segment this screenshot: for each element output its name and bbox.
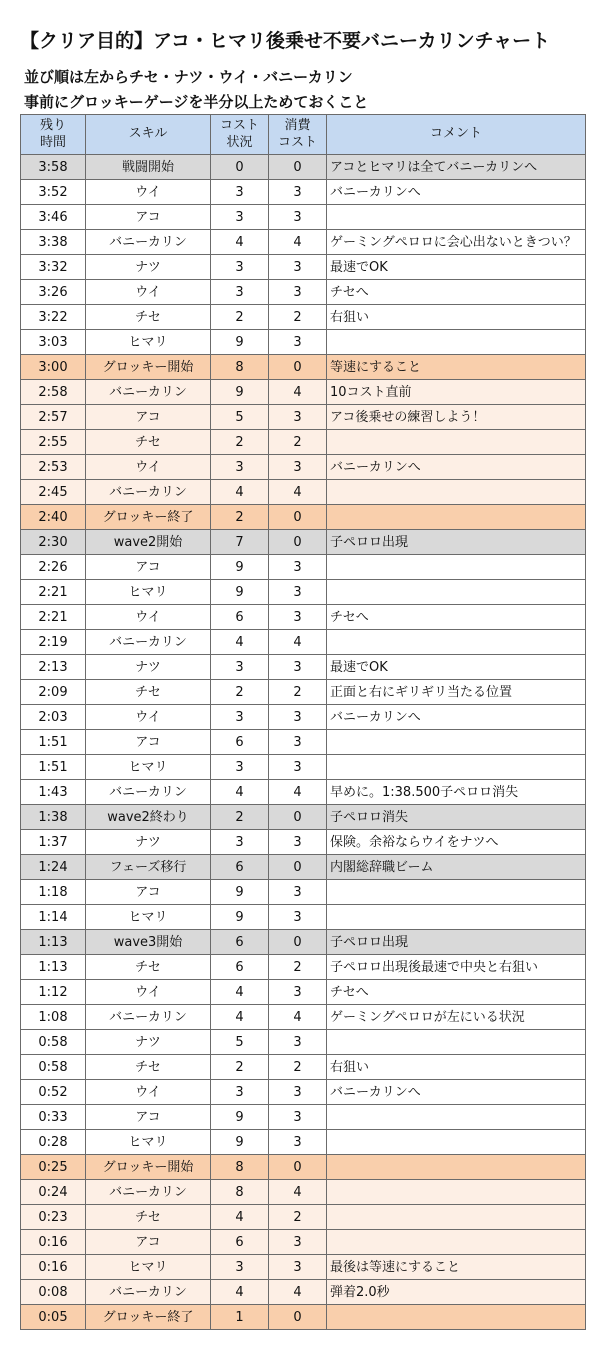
cell-comment: 内閣総辞職ビーム xyxy=(327,855,586,880)
cell-cost: 2 xyxy=(211,805,269,830)
cell-cost: 4 xyxy=(211,230,269,255)
table-row xyxy=(21,330,586,355)
cell-cost: 4 xyxy=(211,980,269,1005)
cell-skill: アコ xyxy=(86,1230,211,1255)
table-row xyxy=(21,1180,586,1205)
cell-time: 2:58 xyxy=(21,380,86,405)
cell-time: 2:21 xyxy=(21,580,86,605)
cell-comment xyxy=(327,1180,586,1205)
cell-consume: 0 xyxy=(269,1155,327,1180)
cell-consume: 3 xyxy=(269,755,327,780)
header-consume xyxy=(269,115,327,155)
cell-time: 0:25 xyxy=(21,1155,86,1180)
cell-consume: 4 xyxy=(269,1180,327,1205)
cell-cost: 3 xyxy=(211,1080,269,1105)
table-row xyxy=(21,405,586,430)
cell-consume: 3 xyxy=(269,1105,327,1130)
cell-time: 0:05 xyxy=(21,1305,86,1330)
cell-cost: 3 xyxy=(211,830,269,855)
cell-consume: 0 xyxy=(269,155,327,180)
cell-comment: 子ペロロ出現後最速で中央と右狙い xyxy=(327,955,586,980)
cell-comment: チセへ xyxy=(327,280,586,305)
cell-consume: 4 xyxy=(269,480,327,505)
cell-comment xyxy=(327,730,586,755)
cell-consume: 4 xyxy=(269,780,327,805)
cell-consume: 0 xyxy=(269,930,327,955)
cell-time: 1:13 xyxy=(21,930,86,955)
cell-time: 2:55 xyxy=(21,430,86,455)
header-cost-line2: 状況 xyxy=(226,134,253,150)
cell-comment xyxy=(327,755,586,780)
cell-skill: バニーカリン xyxy=(86,1005,211,1030)
cell-consume: 3 xyxy=(269,205,327,230)
cell-time: 2:57 xyxy=(21,405,86,430)
table-row xyxy=(21,555,586,580)
cell-skill: wave3開始 xyxy=(86,930,211,955)
cell-consume: 3 xyxy=(269,730,327,755)
cell-cost: 7 xyxy=(211,530,269,555)
table-row xyxy=(21,455,586,480)
cell-cost: 9 xyxy=(211,1105,269,1130)
table-row xyxy=(21,1205,586,1230)
table-row xyxy=(21,830,586,855)
cell-time: 0:24 xyxy=(21,1180,86,1205)
cell-time: 3:22 xyxy=(21,305,86,330)
cell-skill: バニーカリン xyxy=(86,230,211,255)
cell-skill: ウイ xyxy=(86,180,211,205)
cell-time: 2:09 xyxy=(21,680,86,705)
cell-consume: 4 xyxy=(269,1280,327,1305)
cell-cost: 9 xyxy=(211,380,269,405)
cell-cost: 9 xyxy=(211,330,269,355)
cell-cost: 9 xyxy=(211,1130,269,1155)
cell-skill: ウイ xyxy=(86,705,211,730)
cell-comment: 最速でOK xyxy=(327,655,586,680)
cell-comment: チセへ xyxy=(327,980,586,1005)
cell-skill: グロッキー開始 xyxy=(86,355,211,380)
cell-skill: wave2開始 xyxy=(86,530,211,555)
cell-skill: バニーカリン xyxy=(86,1180,211,1205)
cell-comment: 右狙い xyxy=(327,1055,586,1080)
header-time xyxy=(21,115,86,155)
table-row xyxy=(21,505,586,530)
cell-time: 3:38 xyxy=(21,230,86,255)
cell-comment: ゲーミングペロロに会心出ないときつい？ xyxy=(327,230,586,255)
cell-comment: バニーカリンへ xyxy=(327,1080,586,1105)
cell-skill: グロッキー終了 xyxy=(86,1305,211,1330)
cell-consume: 3 xyxy=(269,880,327,905)
cell-comment: 等速にすること xyxy=(327,355,586,380)
cell-consume: 2 xyxy=(269,305,327,330)
table-row xyxy=(21,1080,586,1105)
cell-skill: バニーカリン xyxy=(86,480,211,505)
page-title: 【クリア目的】アコ・ヒマリ後乗せ不要バニーカリンチャート xyxy=(20,30,551,52)
cell-consume: 3 xyxy=(269,905,327,930)
subtitle-order: 並び順は左からチセ・ナツ・ウイ・バニーカリン xyxy=(24,68,353,86)
cell-comment: 最後は等速にすること xyxy=(327,1255,586,1280)
cell-cost: 3 xyxy=(211,280,269,305)
cell-consume: 3 xyxy=(269,330,327,355)
table-row xyxy=(21,1130,586,1155)
table-row xyxy=(21,930,586,955)
cell-skill: ウイ xyxy=(86,980,211,1005)
cell-cost: 9 xyxy=(211,555,269,580)
header-cost-line1: コスト xyxy=(219,118,259,134)
cell-skill: チセ xyxy=(86,1055,211,1080)
cell-cost: 4 xyxy=(211,480,269,505)
cell-comment xyxy=(327,630,586,655)
cell-skill: ウイ xyxy=(86,605,211,630)
cell-skill: フェーズ移行 xyxy=(86,855,211,880)
cell-skill: グロッキー終了 xyxy=(86,505,211,530)
cell-skill: ヒマリ xyxy=(86,755,211,780)
header-comment: コメント xyxy=(327,115,586,155)
cell-cost: 1 xyxy=(211,1305,269,1330)
cell-skill: バニーカリン xyxy=(86,1280,211,1305)
cell-comment: 子ペロロ出現 xyxy=(327,530,586,555)
cell-skill: ヒマリ xyxy=(86,905,211,930)
table-row xyxy=(21,1305,586,1330)
cell-time: 1:12 xyxy=(21,980,86,1005)
cell-skill: チセ xyxy=(86,305,211,330)
cell-skill: チセ xyxy=(86,430,211,455)
cell-skill: ナツ xyxy=(86,1030,211,1055)
cell-cost: 6 xyxy=(211,855,269,880)
cell-comment xyxy=(327,1205,586,1230)
cell-time: 3:52 xyxy=(21,180,86,205)
cell-time: 2:45 xyxy=(21,480,86,505)
cell-time: 2:19 xyxy=(21,630,86,655)
header-skill: スキル xyxy=(86,115,211,155)
cell-comment xyxy=(327,205,586,230)
cell-time: 0:23 xyxy=(21,1205,86,1230)
cell-cost: 8 xyxy=(211,1155,269,1180)
cell-consume: 3 xyxy=(269,830,327,855)
cell-consume: 3 xyxy=(269,280,327,305)
cell-cost: 4 xyxy=(211,1280,269,1305)
table-row xyxy=(21,1255,586,1280)
cell-cost: 3 xyxy=(211,705,269,730)
cell-comment xyxy=(327,555,586,580)
cell-cost: 4 xyxy=(211,780,269,805)
cell-time: 3:58 xyxy=(21,155,86,180)
cell-cost: 3 xyxy=(211,455,269,480)
cell-time: 0:16 xyxy=(21,1255,86,1280)
cell-cost: 8 xyxy=(211,355,269,380)
cell-consume: 3 xyxy=(269,655,327,680)
cell-comment xyxy=(327,905,586,930)
table-row xyxy=(21,605,586,630)
cell-time: 1:08 xyxy=(21,1005,86,1030)
cell-time: 0:58 xyxy=(21,1030,86,1055)
cell-consume: 2 xyxy=(269,955,327,980)
cell-time: 2:53 xyxy=(21,455,86,480)
table-row xyxy=(21,1230,586,1255)
cell-comment: チセへ xyxy=(327,605,586,630)
table-row xyxy=(21,630,586,655)
table-row xyxy=(21,755,586,780)
table-row xyxy=(21,780,586,805)
header-consume-line2: コスト xyxy=(277,134,317,150)
cell-cost: 2 xyxy=(211,430,269,455)
cell-comment xyxy=(327,1230,586,1255)
table-row xyxy=(21,480,586,505)
cell-skill: ヒマリ xyxy=(86,580,211,605)
cell-cost: 3 xyxy=(211,655,269,680)
cell-consume: 2 xyxy=(269,430,327,455)
cell-time: 0:16 xyxy=(21,1230,86,1255)
cell-skill: 戦闘開始 xyxy=(86,155,211,180)
table-row xyxy=(21,155,586,180)
table-row xyxy=(21,180,586,205)
cell-time: 1:51 xyxy=(21,755,86,780)
table-row xyxy=(21,230,586,255)
cell-time: 2:30 xyxy=(21,530,86,555)
cell-consume: 4 xyxy=(269,380,327,405)
cell-time: 2:40 xyxy=(21,505,86,530)
cell-consume: 3 xyxy=(269,605,327,630)
table-row xyxy=(21,380,586,405)
table-row xyxy=(21,530,586,555)
cell-skill: グロッキー開始 xyxy=(86,1155,211,1180)
table-row xyxy=(21,430,586,455)
cell-time: 3:03 xyxy=(21,330,86,355)
cell-skill: チセ xyxy=(86,1205,211,1230)
cell-comment: 子ペロロ消失 xyxy=(327,805,586,830)
cell-skill: wave2終わり xyxy=(86,805,211,830)
cell-comment: 早めに。1:38.500子ペロロ消失 xyxy=(327,780,586,805)
table-row xyxy=(21,705,586,730)
cell-time: 1:13 xyxy=(21,955,86,980)
cell-consume: 4 xyxy=(269,1005,327,1030)
cell-consume: 3 xyxy=(269,705,327,730)
table-row xyxy=(21,805,586,830)
cell-comment: 弾着2.0秒 xyxy=(327,1280,586,1305)
cell-cost: 9 xyxy=(211,880,269,905)
cell-cost: 5 xyxy=(211,1030,269,1055)
cell-time: 1:24 xyxy=(21,855,86,880)
cell-comment: バニーカリンへ xyxy=(327,705,586,730)
cell-skill: ヒマリ xyxy=(86,330,211,355)
cell-consume: 3 xyxy=(269,255,327,280)
cell-consume: 0 xyxy=(269,505,327,530)
cell-skill: ウイ xyxy=(86,455,211,480)
cell-cost: 2 xyxy=(211,1055,269,1080)
cell-skill: アコ xyxy=(86,730,211,755)
cell-cost: 6 xyxy=(211,955,269,980)
cell-consume: 3 xyxy=(269,405,327,430)
cell-cost: 4 xyxy=(211,630,269,655)
cell-cost: 2 xyxy=(211,680,269,705)
cell-consume: 3 xyxy=(269,455,327,480)
cell-consume: 0 xyxy=(269,1305,327,1330)
cell-consume: 4 xyxy=(269,230,327,255)
cell-time: 1:37 xyxy=(21,830,86,855)
header-time-line1: 残り xyxy=(39,118,66,134)
cell-skill: ナツ xyxy=(86,255,211,280)
cell-consume: 3 xyxy=(269,1080,327,1105)
table-row xyxy=(21,1055,586,1080)
table-row xyxy=(21,1105,586,1130)
cell-time: 2:26 xyxy=(21,555,86,580)
table-row xyxy=(21,1030,586,1055)
cell-time: 0:52 xyxy=(21,1080,86,1105)
cell-comment xyxy=(327,480,586,505)
cell-comment: 子ペロロ出現 xyxy=(327,930,586,955)
cell-consume: 3 xyxy=(269,980,327,1005)
cell-skill: ウイ xyxy=(86,1080,211,1105)
cell-comment: 保険。余裕ならウイをナツへ xyxy=(327,830,586,855)
cell-skill: ナツ xyxy=(86,830,211,855)
cell-consume: 3 xyxy=(269,555,327,580)
table-row xyxy=(21,580,586,605)
cell-time: 3:32 xyxy=(21,255,86,280)
cell-cost: 5 xyxy=(211,405,269,430)
cell-consume: 2 xyxy=(269,680,327,705)
table-row xyxy=(21,1005,586,1030)
cell-cost: 4 xyxy=(211,1205,269,1230)
cell-skill: アコ xyxy=(86,405,211,430)
cell-time: 1:14 xyxy=(21,905,86,930)
table-row xyxy=(21,255,586,280)
cell-skill: バニーカリン xyxy=(86,630,211,655)
cell-skill: ナツ xyxy=(86,655,211,680)
cell-cost: 2 xyxy=(211,505,269,530)
table-row xyxy=(21,855,586,880)
cell-cost: 3 xyxy=(211,180,269,205)
cell-cost: 2 xyxy=(211,305,269,330)
table-row xyxy=(21,655,586,680)
header-cost xyxy=(211,115,269,155)
table-row xyxy=(21,955,586,980)
cell-cost: 9 xyxy=(211,905,269,930)
cell-skill: アコ xyxy=(86,880,211,905)
cell-consume: 2 xyxy=(269,1055,327,1080)
cell-skill: ヒマリ xyxy=(86,1255,211,1280)
cell-comment: 10コスト直前 xyxy=(327,380,586,405)
cell-skill: ヒマリ xyxy=(86,1130,211,1155)
cell-comment xyxy=(327,330,586,355)
table-row xyxy=(21,205,586,230)
cell-time: 3:46 xyxy=(21,205,86,230)
cell-comment xyxy=(327,430,586,455)
cell-comment xyxy=(327,580,586,605)
cell-consume: 0 xyxy=(269,805,327,830)
table-row xyxy=(21,1155,586,1180)
cell-cost: 6 xyxy=(211,930,269,955)
cell-comment: 正面と右にギリギリ当たる位置 xyxy=(327,680,586,705)
cell-consume: 4 xyxy=(269,630,327,655)
cell-skill: バニーカリン xyxy=(86,780,211,805)
cell-comment: バニーカリンへ xyxy=(327,180,586,205)
cell-cost: 3 xyxy=(211,755,269,780)
cell-consume: 2 xyxy=(269,1205,327,1230)
cell-comment: ゲーミングペロロが左にいる状況 xyxy=(327,1005,586,1030)
cell-comment: 最速でOK xyxy=(327,255,586,280)
cell-cost: 9 xyxy=(211,580,269,605)
table-row xyxy=(21,1280,586,1305)
cell-consume: 3 xyxy=(269,580,327,605)
cell-comment xyxy=(327,1155,586,1180)
table-row xyxy=(21,305,586,330)
cell-consume: 3 xyxy=(269,1130,327,1155)
cell-cost: 4 xyxy=(211,1005,269,1030)
subtitle-preparation: 事前にグロッキーゲージを半分以上ためておくこと xyxy=(24,93,369,111)
table-row xyxy=(21,730,586,755)
header-time-line2: 時間 xyxy=(39,134,66,150)
cell-comment xyxy=(327,880,586,905)
skill-chart-table xyxy=(20,114,586,1330)
cell-consume: 3 xyxy=(269,1030,327,1055)
cell-cost: 3 xyxy=(211,1255,269,1280)
table-row xyxy=(21,355,586,380)
cell-time: 3:26 xyxy=(21,280,86,305)
cell-consume: 3 xyxy=(269,180,327,205)
cell-cost: 0 xyxy=(211,155,269,180)
cell-consume: 0 xyxy=(269,855,327,880)
cell-comment xyxy=(327,1130,586,1155)
cell-skill: ウイ xyxy=(86,280,211,305)
cell-skill: チセ xyxy=(86,955,211,980)
cell-skill: チセ xyxy=(86,680,211,705)
cell-time: 2:21 xyxy=(21,605,86,630)
table-row xyxy=(21,680,586,705)
cell-comment: アコ後乗せの練習しよう！ xyxy=(327,405,586,430)
cell-time: 1:38 xyxy=(21,805,86,830)
cell-comment xyxy=(327,1030,586,1055)
cell-time: 1:51 xyxy=(21,730,86,755)
cell-cost: 8 xyxy=(211,1180,269,1205)
cell-time: 3:00 xyxy=(21,355,86,380)
table-body xyxy=(21,155,586,1330)
table-row xyxy=(21,280,586,305)
cell-time: 0:28 xyxy=(21,1130,86,1155)
cell-time: 2:03 xyxy=(21,705,86,730)
cell-cost: 6 xyxy=(211,1230,269,1255)
cell-comment xyxy=(327,1105,586,1130)
cell-skill: アコ xyxy=(86,205,211,230)
cell-consume: 3 xyxy=(269,1230,327,1255)
cell-comment: 右狙い xyxy=(327,305,586,330)
cell-comment: アコとヒマリは全てバニーカリンへ xyxy=(327,155,586,180)
cell-time: 0:08 xyxy=(21,1280,86,1305)
header-consume-line1: 消費 xyxy=(284,118,311,134)
cell-time: 1:18 xyxy=(21,880,86,905)
cell-time: 1:43 xyxy=(21,780,86,805)
table-row xyxy=(21,905,586,930)
table-row xyxy=(21,880,586,905)
cell-time: 2:13 xyxy=(21,655,86,680)
table-header-row xyxy=(21,115,586,155)
cell-time: 0:33 xyxy=(21,1105,86,1130)
cell-time: 0:58 xyxy=(21,1055,86,1080)
cell-skill: アコ xyxy=(86,555,211,580)
cell-comment xyxy=(327,505,586,530)
cell-consume: 3 xyxy=(269,1255,327,1280)
cell-cost: 3 xyxy=(211,255,269,280)
cell-cost: 6 xyxy=(211,730,269,755)
cell-cost: 3 xyxy=(211,205,269,230)
cell-comment: バニーカリンへ xyxy=(327,455,586,480)
table-row xyxy=(21,980,586,1005)
cell-comment xyxy=(327,1305,586,1330)
cell-consume: 0 xyxy=(269,355,327,380)
cell-skill: アコ xyxy=(86,1105,211,1130)
cell-skill: バニーカリン xyxy=(86,380,211,405)
cell-cost: 6 xyxy=(211,605,269,630)
cell-consume: 0 xyxy=(269,530,327,555)
